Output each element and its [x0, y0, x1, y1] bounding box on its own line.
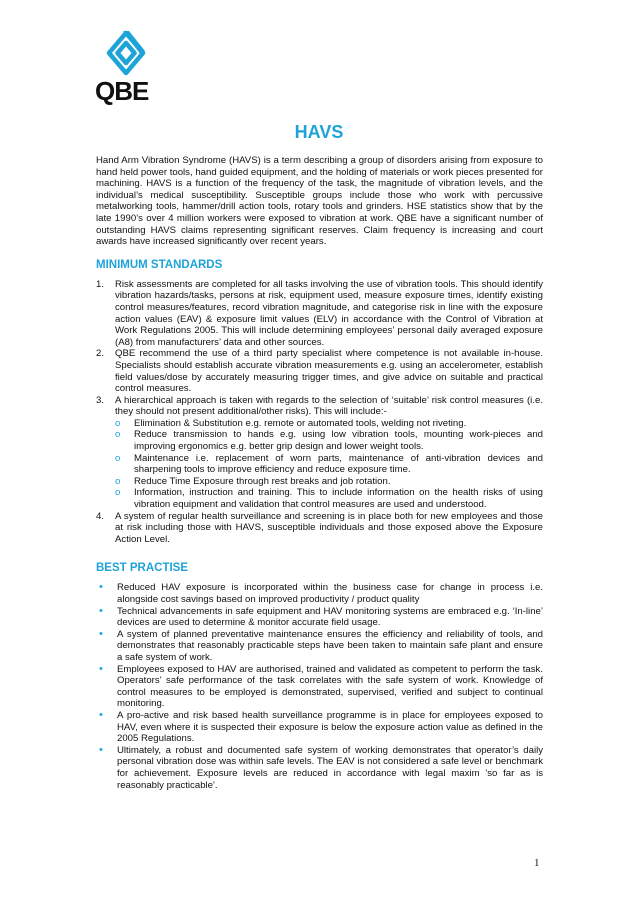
sub-list-item: [115, 429, 543, 452]
item-text: A hierarchical approach is taken with regards to the selection of ‘suitable’ risk control measures (i.e. they should not present additional/other risks). This will include:-: [115, 394, 543, 418]
page-title: HAVS: [294, 122, 344, 142]
list-item: [96, 582, 543, 605]
item-text: A pro-active and risk based health surveillance programme is in place for employees exposed to HAV, even where it is suspected their exposure is below the exposure action value as defined in the 2005 Regulations.: [117, 709, 543, 745]
circle-bullet-icon: o: [115, 452, 121, 464]
intro-paragraph: Hand Arm Vibration Syndrome (HAVS) is a term describing a group of disorders arising from exposure to hand held power tools, hand guided equipment, and the holding of materials or work pieces presented for machining. HAVS is a function of the frequency of the task, the magnitude of vibration levels, and the individual’s medical susceptibility. Susceptible groups include those who work with percussive metalworking tools, hammer/drill action tools, rotary tools and grinders. HSE statistics show that by the late 1990’s over 4 million workers were exposed to vibration at work. QBE have a significant number of outstanding HAVS claims representing significant reserves. Claim frequency is increasing and court awards have increased significantly over recent years.: [96, 155, 543, 248]
bullet-icon: •: [99, 581, 103, 594]
bullet-icon: •: [99, 627, 103, 640]
minimum-standards-heading: MINIMUM STANDARDS: [96, 258, 223, 271]
item-number: 3.: [96, 394, 105, 406]
sub-list-item: [115, 418, 543, 430]
item-text: QBE recommend the use of a third party specialist where competence is not available in-house. Specialists should establish accurate vibration measurements e.g. using an accelerometer, establish field values/dose by accurately measuring trigger times, and give advice on suitable and practical control measures.: [115, 348, 543, 395]
sub-item-text: Maintenance i.e. replacement of worn parts, maintenance of anti-vibration devices and sharpening tools to improve efficiency and reduce exposure time.: [134, 452, 543, 476]
sub-item-text: Elimination & Substitution e.g. remote or automated tools, welding not riveting.: [134, 417, 467, 429]
sub-list-item: [115, 476, 543, 488]
item-text: Employees exposed to HAV are authorised, trained and validated as competent to perform the task. Operators’ safe performance of the task correlates with the safe system of work. Knowledge of control measures to be employed is demonstrated, supervised, verified and subject to continual monitoring.: [117, 663, 543, 710]
item-text: A system of regular health surveillance and screening is in place both for new employees and those at risk including those with HAVS, susceptible individuals and those exposed above the Exposure Action Level.: [115, 510, 543, 545]
bullet-icon: •: [99, 604, 103, 617]
best-practise-heading: BEST PRACTISE: [96, 562, 189, 575]
list-item: [96, 279, 543, 349]
list-item: [96, 710, 543, 745]
item-text: Risk assessments are completed for all tasks involving the use of vibration tools. This should identify vibration hazards/tasks, persons at risk, equipment used, measure exposure times, identify existing control measures/features, record vibration magnitude, and categorise risk in line with the exposure action values (EAV) & exposure limit values (ELV) in accordance with the Control of Vibration at Work Regulations 2005. This will include determining employees’ personal daily averaged exposure (A8) from manufacturers’ data and other sources.: [115, 278, 543, 348]
control-measures-list: [115, 418, 543, 511]
bullet-icon: •: [99, 743, 103, 756]
list-item: [96, 395, 543, 511]
circle-bullet-icon: o: [115, 417, 121, 429]
minimum-standards-list: [96, 279, 543, 546]
logo-wordmark: QBE: [95, 76, 149, 106]
list-item: [96, 606, 543, 629]
item-text: Ultimately, a robust and documented safe system of working demonstrates that operator’s daily personal vibration dose was within safe levels. The EAV is not considered a safe level or benchmark for achievement. Exposure levels are reduced in accordance with legal maxim 'so far as is reasonably practicable'.: [117, 744, 543, 791]
item-text: Reduced HAV exposure is incorporated within the business case for change in process i.e. alongside cost savings based on improved productivity / product quality: [117, 582, 543, 605]
sub-item-text: Information, instruction and training. This to include information on the health risks of using vibration equipment and validation that control measures are used and understood.: [134, 487, 543, 511]
sub-item-text: Reduce Time Exposure through rest breaks and job rotation.: [134, 475, 391, 487]
list-item: [96, 629, 543, 664]
item-number: 1.: [96, 278, 105, 290]
sub-list-item: [115, 453, 543, 476]
page-number: 1: [534, 857, 540, 869]
list-item: [96, 511, 543, 546]
list-item: [96, 745, 543, 791]
circle-bullet-icon: o: [115, 487, 121, 499]
best-practise-list: [96, 582, 543, 791]
item-number: 4.: [96, 510, 105, 522]
bullet-icon: •: [99, 708, 103, 721]
list-item: [96, 348, 543, 394]
list-item: [96, 664, 543, 710]
item-text: Technical advancements in safe equipment and HAV monitoring systems are embraced e.g. ‘In-line’ devices are used to determine & monitor accurate field usage.: [117, 605, 543, 629]
bullet-icon: •: [99, 662, 103, 675]
sub-item-text: Reduce transmission to hands e.g. using low vibration tools, mounting work-pieces and improving ergonomics e.g. better grip design and lower weight tools.: [134, 429, 543, 453]
item-number: 2.: [96, 348, 105, 360]
item-text: A system of planned preventative maintenance ensures the efficiency and reliability of tools, and demonstrates that reasonably practicable steps have been taken to maintain safe plant and ensure a safe system of work.: [117, 628, 543, 663]
sub-list-item: [115, 487, 543, 510]
circle-bullet-icon: o: [115, 475, 121, 487]
circle-bullet-icon: o: [115, 429, 121, 441]
document-body: [96, 155, 543, 791]
